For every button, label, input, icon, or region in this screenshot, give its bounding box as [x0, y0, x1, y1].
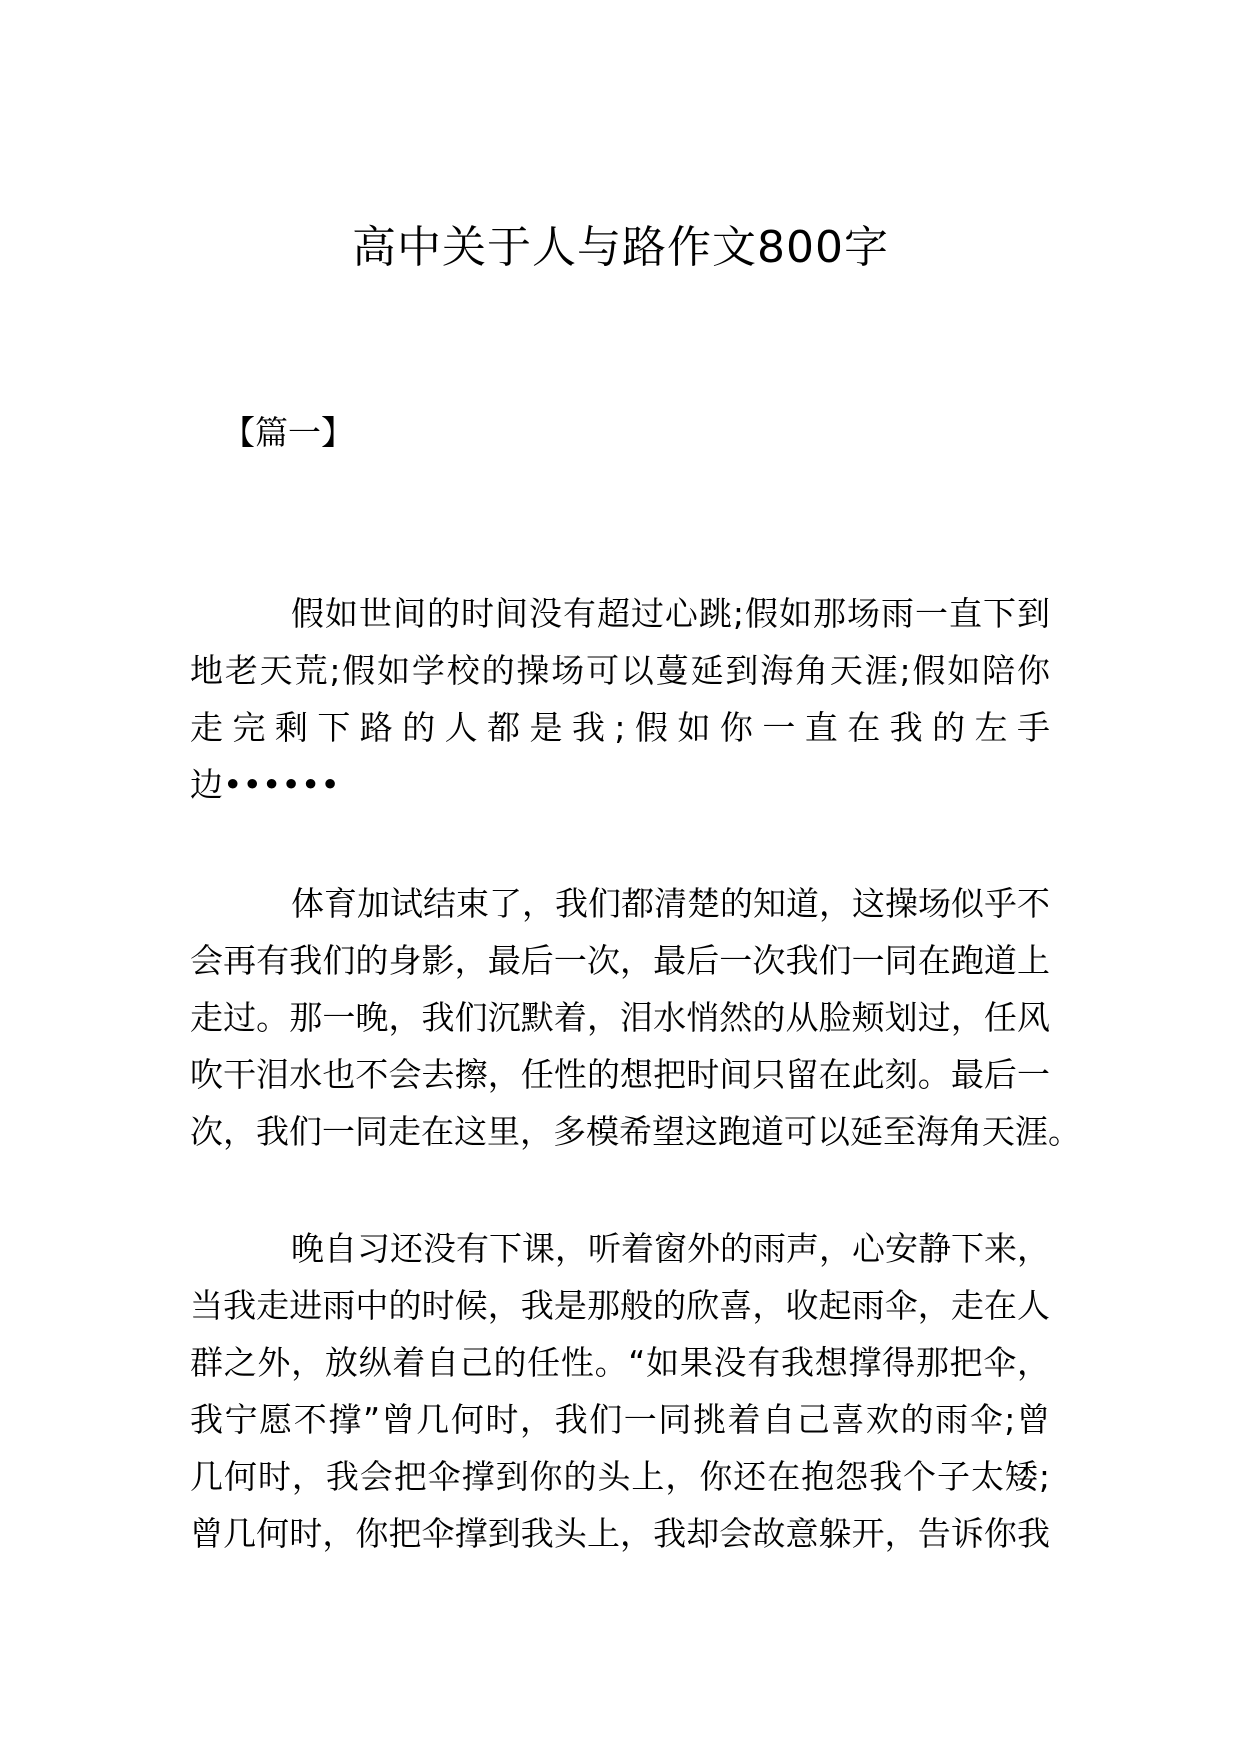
section-label: 【篇一】 — [222, 413, 354, 452]
paragraph-line: 群之外，放纵着自己的任性。“如果没有我想撑得那把伞， — [190, 1343, 1050, 1382]
paragraph-line: 当我走进雨中的时候，我是那般的欣喜，收起雨伞，走在人 — [190, 1286, 1050, 1325]
paragraph-line: 几何时，我会把伞撑到你的头上，你还在抱怨我个子太矮; — [190, 1457, 1050, 1496]
paragraph-line: 次，我们一同走在这里，多模希望这跑道可以延至海角天涯。 — [190, 1112, 1081, 1151]
paragraph-line: 我宁愿不撑”曾几何时，我们一同挑着自己喜欢的雨伞;曾 — [190, 1400, 1050, 1439]
document-title: 高中关于人与路作文800字 — [352, 222, 889, 273]
paragraph-3 — [190, 1220, 1050, 1562]
paragraph-line: 假如世间的时间没有超过心跳;假如那场雨一直下到 — [291, 594, 1050, 633]
paragraph-line: 吹干泪水也不会去擦，任性的想把时间只留在此刻。最后一 — [190, 1055, 1050, 1094]
paragraph-line: 会再有我们的身影，最后一次，最后一次我们一同在跑道上 — [190, 941, 1050, 980]
paragraph-1 — [190, 585, 1050, 813]
paragraph-line: 边•••••• — [190, 765, 340, 804]
paragraph-2 — [190, 875, 1081, 1160]
paragraph-line: 地老天荒;假如学校的操场可以蔓延到海角天涯;假如陪你 — [190, 651, 1050, 690]
paragraph-line: 走过。那一晚，我们沉默着，泪水悄然的从脸颊划过，任风 — [190, 998, 1050, 1037]
paragraph-line: 走完剩下路的人都是我;假如你一直在我的左手 — [190, 708, 1050, 747]
paragraph-line: 曾几何时，你把伞撑到我头上，我却会故意躲开，告诉你我 — [190, 1514, 1050, 1553]
paragraph-line: 晚自习还没有下课，听着窗外的雨声，心安静下来， — [291, 1229, 1050, 1268]
paragraph-line: 体育加试结束了，我们都清楚的知道，这操场似乎不 — [291, 884, 1050, 923]
